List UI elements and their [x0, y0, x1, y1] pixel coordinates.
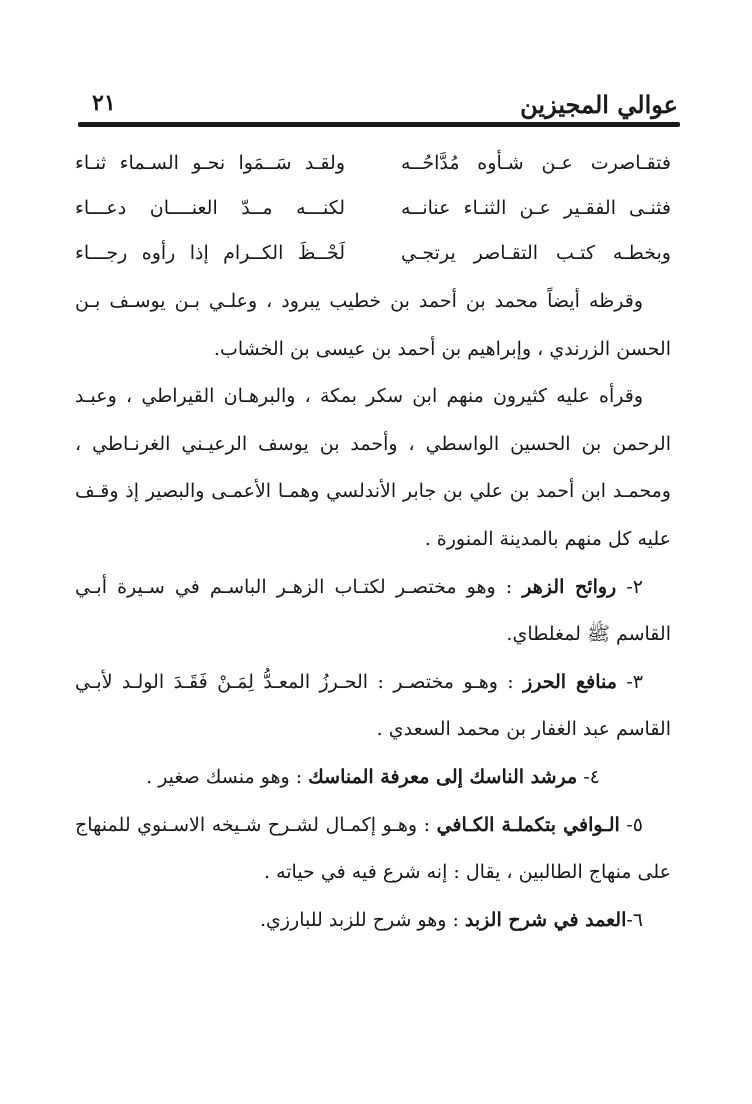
item-title: منافع الحرز — [523, 670, 617, 693]
list-item-2 — [75, 564, 671, 659]
item-title: مرشد الناسك إلى معرفة المناسك — [308, 765, 578, 788]
list-item-6 — [75, 897, 671, 945]
item-text: : وهو مختصـر لكتـاب الزهـر الباسـم في سـيرة أبـي القاسم ﷺ لمغلطاي. — [75, 575, 671, 646]
poem-verses — [75, 140, 671, 275]
item-number: ٢- — [616, 575, 643, 598]
list-item-4 — [75, 754, 671, 802]
verse-first-hemistich: فثنـى الفقـير عـن الثنـاء عنانــه — [401, 196, 671, 219]
verse-second-hemistich: ولقـد سَــمَوا نحـو السـماء ثنـاء — [75, 151, 345, 174]
item-number: ٣- — [616, 670, 643, 693]
item-number: ٥- — [619, 813, 643, 836]
item-number: ٤- — [577, 765, 600, 788]
verse-line — [75, 185, 671, 230]
item-number: ٦- — [626, 908, 643, 931]
verse-line — [75, 230, 671, 275]
verse-second-hemistich: لكنـــه مــدّ العنــــان دعـــاء — [75, 196, 345, 219]
item-text: : وهو شرح للزبد للبارزي. — [259, 908, 465, 931]
verse-line — [75, 140, 671, 185]
verse-first-hemistich: وبخطـه كتـب التقـاصر يرتجـي — [401, 241, 671, 264]
book-title: عوالي المجيزين — [520, 90, 678, 119]
item-text: : وهو منسك صغير . — [146, 765, 309, 788]
verse-first-hemistich: فتقـاصرت عـن شـأوه مُدَّاحُــه — [401, 151, 671, 174]
item-title: الـوافي بتكملـة الكـافي — [436, 813, 620, 836]
item-text: : وهـو إكمـال لشـرح شـيخه الاسـنوي للمنهاج على منهاج الطالبين ، يقال : إنه شرع فيه في حياته . — [75, 813, 671, 884]
item-text: : وهـو مختصـر : الحـرزُ المعـدُّ لِمَـنْ فَقَـدَ الولـد لأبـي القاسم عبد الغفار بن محمد السعدي . — [75, 670, 671, 741]
page-number: ٢١ — [92, 90, 116, 116]
paragraph-endorsements: وقرظه أيضاً محمد بن أحمد بن خطيب يبرود ، وعلـي بـن يوسـف بـن الحسن الزرندي ، وإبراهيم بن أحمد بن عيسى بن الخشاب. — [75, 290, 671, 360]
paragraph-readers: وقرأه عليه كثيرون منهم ابن سكر بمكة ، والبرهـان القيراطي ، وعبـد الرحمن بن الحسين الواسطي ، وأحمد بن يوسف الرعيـني الغرنـاطي ، ومحمـد ابن أحمد بن علي بن جابر الأندلسي وهمـا الأعمـى والبصير إذ وقـف عليه كل منهم بالمدينة المنورة . — [75, 385, 671, 550]
verse-second-hemistich: لَحْــظَ الكــرام إذا رأوه رجـــاء — [75, 241, 345, 264]
header-rule — [78, 122, 680, 127]
item-title: العمد في شرح الزبد — [464, 908, 627, 931]
list-item-5 — [75, 802, 671, 897]
item-title: روائح الزهر — [522, 575, 617, 598]
list-item-3 — [75, 659, 671, 754]
body-text — [75, 278, 671, 944]
